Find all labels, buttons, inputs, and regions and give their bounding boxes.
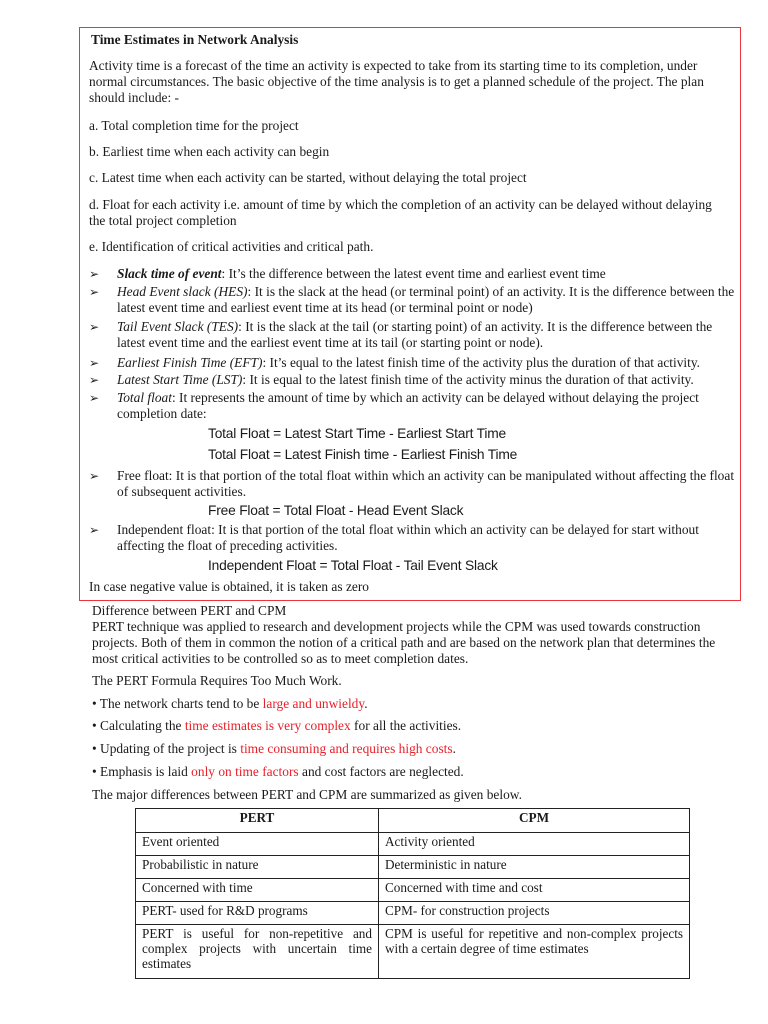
definition-text: : It’s equal to the latest finish time of the activity plus the duration of that activity. [262,355,701,370]
pert-cpm-paragraph: PERT technique was applied to research and development projects while the CPM was used towards construction projects. Both of them in common the notion of a critical path and are based on the network plan that determines the most critical activities to be controlled so as to meet completion dates. [92,619,716,666]
plan-item: c. Latest time when each activity can be started, without delaying the total project [89,170,527,185]
closing-note: In case negative value is obtained, it is taken as zero [89,579,369,594]
table-cell: Probabilistic in nature [136,856,379,879]
table-cell: CPM is useful for repetitive and non-complex projects with a certain degree of time estimates [379,925,690,979]
formula-total-float-finish: Total Float = Latest Finish time - Earliest Finish Time [208,447,518,462]
point-highlight: time estimates is very complex [184,718,351,733]
point-text: • Calculating the [92,718,185,733]
point-highlight: only on time factors [191,764,299,779]
table-cell: Concerned with time [136,879,379,902]
table-header-pert: PERT [136,809,379,833]
intro-paragraph: Activity time is a forecast of the time an activity is expected to take from its starting time to its completion, under normal circumstances. The basic objective of the time analysis is to get a planned schedule of the project. The plan should include: - [89,58,704,105]
definition-term: Slack time of event [117,266,222,281]
plan-item: b. Earliest time when each activity can begin [89,144,330,159]
table-row [136,856,690,879]
independent-float-text: Independent float: It is that portion of the total float within which an activity can be delayed for start without affecting the float of preceding activities. [117,522,699,553]
table-cell: CPM- for construction projects [379,902,690,925]
point-text: . [452,741,456,756]
pert-cpm-heading: Difference between PERT and CPM [92,603,287,618]
table-row [136,833,690,856]
point-text: and cost factors are neglected. [298,764,464,779]
pert-point [92,718,461,734]
definition-earliest-finish-time [117,355,700,371]
plan-item: d. Float for each activity i.e. amount of time by which the completion of an activity can be delayed without delaying the total project completion [89,197,712,228]
summary-line: The major differences between PERT and CPM are summarized as given below. [92,787,522,802]
pert-point [92,696,368,712]
table-row [136,925,690,979]
bullet-arrow-icon: ➢ [89,373,100,387]
definition-text: : It’s the difference between the latest event time and earliest event time [221,266,606,281]
definition-head-event-slack [117,284,738,316]
table-cell: Activity oriented [379,833,690,856]
point-text: • Updating of the project is [92,741,241,756]
free-float-text: Free float: It is that portion of the total float within which an activity can be manipulated without affecting the float of subsequent activities. [117,468,735,499]
table-cell: PERT is useful for non-repetitive and complex projects with uncertain time estimates [136,925,379,979]
point-highlight: time consuming and requires high costs [240,741,453,756]
point-text: . [364,696,368,711]
bullet-arrow-icon: ➢ [89,285,100,299]
definition-term: Latest Start Time (LST) [117,372,243,387]
bullet-arrow-icon: ➢ [89,267,100,281]
definition-term: Earliest Finish Time (EFT) [117,355,263,370]
point-text: • Emphasis is laid [92,764,192,779]
table-cell: Deterministic in nature [379,856,690,879]
plan-item: a. Total completion time for the project [89,118,299,133]
formula-free-float: Free Float = Total Float - Head Event Slack [208,503,464,518]
definition-term: Total float [117,390,172,405]
formula-total-float-start: Total Float = Latest Start Time - Earliest Start Time [208,426,507,441]
definition-tail-event-slack [117,319,738,351]
pert-point [92,741,456,757]
point-text: for all the activities. [350,718,462,733]
bullet-arrow-icon: ➢ [89,320,100,334]
bullet-arrow-icon: ➢ [89,523,100,537]
formula-independent-float: Independent Float = Total Float - Tail Event Slack [208,558,498,573]
definition-total-float [117,390,738,422]
bullet-arrow-icon: ➢ [89,356,100,370]
point-highlight: large and unwieldy [262,696,365,711]
table-header-row [136,809,690,833]
point-text: • The network charts tend to be [92,696,263,711]
table-header-cpm: CPM [379,809,690,833]
definition-text: : It is the slack at the head (or terminal point) of an activity. It is the difference between the latest event time and earliest event time at its head (or terminal point or node) [117,284,735,315]
bullet-arrow-icon: ➢ [89,469,100,483]
table-cell: Concerned with time and cost [379,879,690,902]
definition-text: : It is equal to the latest finish time of the activity minus the duration of that activity. [242,372,694,387]
definition-slack-time [117,266,737,282]
plan-item: e. Identification of critical activities and critical path. [89,239,374,254]
pert-point [92,764,464,780]
definition-term: Tail Event Slack (TES) [117,319,239,334]
pert-cpm-table [135,808,690,979]
table-row [136,879,690,902]
definition-text: : It represents the amount of time by which an activity can be delayed without delaying the project completion date: [117,390,699,421]
bullet-arrow-icon: ➢ [89,391,100,405]
table-cell: Event oriented [136,833,379,856]
section-title: Time Estimates in Network Analysis [91,32,299,47]
pert-requires-line: The PERT Formula Requires Too Much Work. [92,673,342,688]
table-cell: PERT- used for R&D programs [136,902,379,925]
definition-latest-start-time [117,372,694,388]
definition-text: : It is the slack at the tail (or starting point) of an activity. It is the difference between the latest event time and the earliest event time at its tail (or starting point or node). [117,319,713,350]
definition-term: Head Event slack (HES) [117,284,248,299]
table-row [136,902,690,925]
